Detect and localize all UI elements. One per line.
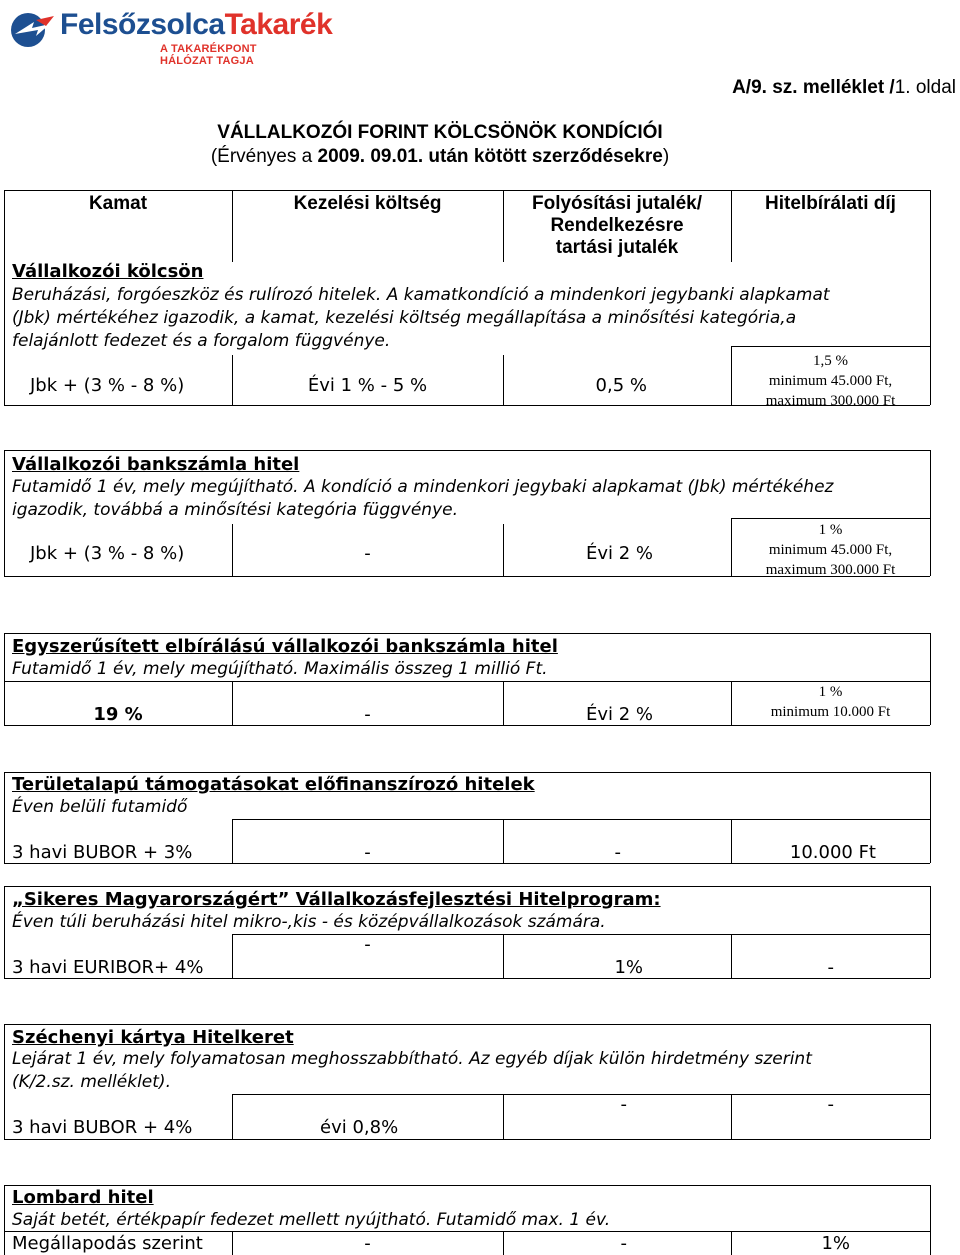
- logo-tagline: A TAKARÉKPONT HÁLÓZAT TAGJA: [160, 43, 257, 67]
- s5-description: Éven túli beruházási hitel mikro-,kis - és középvállalkozások számára.: [12, 912, 606, 932]
- s4-description: Éven belüli futamidő: [12, 797, 188, 817]
- s2-kamat: Jbk + (3 % - 8 %): [30, 543, 185, 564]
- s3-folyositasi: Évi 2 %: [585, 704, 653, 725]
- s6-folyositasi: -: [620, 1094, 627, 1115]
- page-title: VÁLLALKOZÓI FORINT KÖLCSÖNÖK KONDÍCIÓI: [217, 122, 663, 143]
- s4-folyositasi: -: [614, 842, 621, 863]
- s5-kamat: 3 havi EURIBOR+ 4%: [12, 957, 204, 978]
- s2-hitelbiralati: 1 % minimum 45.000 Ft, maximum 300.000 Ft: [765, 522, 896, 578]
- s3-kezelesi: -: [364, 704, 371, 725]
- s3-description: Futamidő 1 év, mely megújítható. Maximális összeg 1 millió Ft.: [12, 659, 548, 679]
- s2-title: Vállalkozói bankszámla hitel: [12, 454, 300, 475]
- col-kezelesi: Kezelési költség: [293, 193, 442, 214]
- s5-kezelesi: -: [364, 934, 371, 955]
- s7-title: Lombard hitel: [12, 1187, 154, 1208]
- col-hitelbiralati: Hitelbírálati díj: [765, 193, 896, 214]
- s4-kezelesi: -: [364, 842, 371, 863]
- s6-description: Lejárat 1 év, mely folyamatosan meghosszabbítható. Az egyéb díjak külön hirdetmény szerint (K/2.sz. melléklet).: [12, 1049, 812, 1092]
- s2-kezelesi: -: [364, 543, 371, 564]
- s5-folyositasi: 1%: [614, 957, 643, 978]
- s6-kezelesi: évi 0,8%: [320, 1117, 399, 1138]
- s1-folyositasi: 0,5 %: [595, 375, 647, 396]
- s1-hitelbiralati: 1,5 % minimum 45.000 Ft, maximum 300.000 Ft: [765, 353, 896, 409]
- s3-hitelbiralati: 1 % minimum 10.000 Ft: [770, 684, 891, 720]
- s3-title: Egyszerűsített elbírálású vállalkozói bankszámla hitel: [12, 636, 558, 657]
- s1-title: Vállalkozói kölcsön: [12, 261, 204, 282]
- s1-kamat: Jbk + (3 % - 8 %): [30, 375, 185, 396]
- validity-note: (Érvényes a 2009. 09.01. után kötött szerződésekre): [210, 146, 670, 167]
- s2-folyositasi: Évi 2 %: [585, 543, 653, 564]
- s6-hitelbiralati: -: [827, 1094, 834, 1115]
- logo-name: FelsőzsolcaTakarék: [60, 8, 333, 41]
- s4-kamat: 3 havi BUBOR + 3%: [12, 842, 193, 863]
- s5-title: „Sikeres Magyarországért” Vállalkozásfejlesztési Hitelprogram:: [12, 889, 661, 910]
- annex-label: A/9. sz. melléklet /1. oldal: [732, 77, 956, 98]
- s7-description: Saját betét, értékpapír fedezet mellett nyújtható. Futamidő max. 1 év.: [12, 1210, 611, 1230]
- s7-hitelbiralati: 1%: [821, 1233, 850, 1254]
- s7-kamat: Megállapodás szerint: [12, 1233, 203, 1254]
- logo: [8, 6, 333, 67]
- s1-kezelesi: Évi 1 % - 5 %: [307, 375, 428, 396]
- s6-kamat: 3 havi BUBOR + 4%: [12, 1117, 193, 1138]
- col-kamat: Kamat: [88, 193, 148, 214]
- s4-hitelbiralati: 10.000 Ft: [789, 842, 876, 863]
- logo-arrow-icon: [10, 12, 56, 48]
- s5-hitelbiralati: -: [827, 957, 834, 978]
- s7-folyositasi: -: [620, 1233, 627, 1254]
- s1-description: Beruházási, forgóeszköz és rulírozó hitelek. A kamatkondíció a mindenkori jegybanki alapkamat (Jbk) mértékéhez igazodik, a kamat, kezelési költség megállapítása a minősítési kategória,a felajánlott fedezet és a forgalom függvénye.: [12, 285, 830, 351]
- s7-kezelesi: -: [364, 1233, 371, 1254]
- s2-description: Futamidő 1 év, mely megújítható. A kondíció a mindenkori jegybaki alapkamat (Jbk) mértékéhez igazodik, továbbá a minősítési kategória függvénye.: [12, 477, 834, 520]
- s4-title: Területalapú támogatásokat előfinanszírozó hitelek: [12, 774, 535, 795]
- col-folyositasi: Folyósítási jutalék/ Rendelkezésre tartási jutalék: [532, 193, 702, 258]
- s3-kamat: 19 %: [93, 704, 143, 725]
- s6-title: Széchenyi kártya Hitelkeret: [12, 1027, 294, 1048]
